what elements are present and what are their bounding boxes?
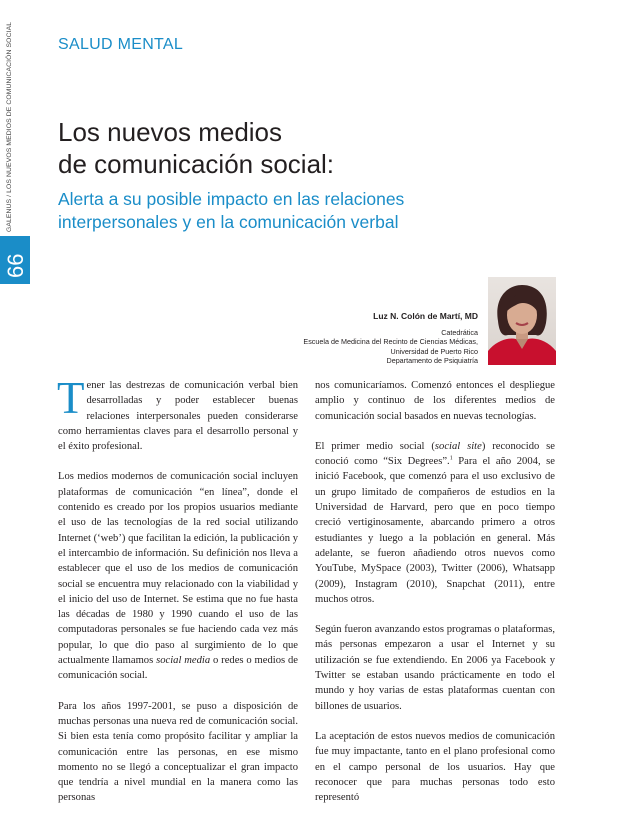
footnote-ref[interactable]: 1 <box>449 455 453 462</box>
title-line-1: Los nuevos medios <box>58 117 283 147</box>
page-number-tab <box>0 236 30 284</box>
article-title <box>58 116 334 180</box>
journal-running-head: GALENUS / LOS NUEVOS MEDIOS DE COMUNICACIÓN SOCIAL <box>6 21 13 232</box>
paragraph-text: o redes o medios de comunicación social. <box>58 655 298 682</box>
body-paragraph <box>58 469 298 683</box>
title-line-2: de comunicación social: <box>58 149 335 179</box>
affiliation-line: Escuela de Medicina del Recinto de Ciencias Médicas, <box>303 337 478 347</box>
subtitle-line-2: interpersonales y en la comunicación verbal <box>58 212 399 232</box>
section-label: SALUD MENTAL <box>58 36 184 53</box>
body-paragraph <box>57 373 298 454</box>
author-portrait-graphic <box>488 277 556 365</box>
body-paragraph <box>315 439 555 607</box>
affiliation-line: Universidad de Puerto Rico <box>390 346 478 356</box>
page-number: 66 <box>3 253 28 278</box>
paragraph-text: Para el año 2004, se inició Facebook, que comenzó para el uso exclusivo de un grupo limitado de compañeros de estudios en la Universidad de Harvard, pero que en poco tiempo creció vertiginosamente, abarcando primero a otros estudiantes y luego a la población en general. Más adelante, se fueron añadiendo otros nuevos como YouTube, MySpace (2003), Twitter (2006), Whatsapp (2009), Instagram (2010), Snapchat (2011), entre muchos otros. <box>315 456 555 605</box>
paragraph-text: Los medios modernos de comunicación social incluyen plataformas de comunicación “en línea”, donde el contenido es creado por los propios usuarios mediante el uso de las tecnologías de la red social utilizando Internet (‘web’) que facilitan la edición, la publicación y el intercambio de información. Su definición nos lleva a establecer que el uso de los medios de comunicación social se encuentra muy relacionado con la viabilidad y el inicio del uso de Internet. Se estima que no fue hasta las décadas de 1980 y 1990 cuando el uso de las computadoras personales se fue haciendo cada vez más popular, lo que dio paso al surgimiento de lo que actualmente llamamos <box>58 471 298 667</box>
author-block <box>238 311 478 366</box>
affiliation-line: Departamento de Psiquiatría <box>386 356 478 366</box>
italic-term: social site <box>434 440 482 452</box>
column-right <box>315 378 555 820</box>
body-paragraph: Para los años 1997-2001, se puso a disposición de muchas personas una nueva red de comunicación social. Si bien esta tenía como propósito facilitar y ampliar la comunicación entre las personas, en ese mismo momento no se llegó a conceptualizar el gran impacto que tendría a nivel mundial en la manera como las personas <box>58 700 298 804</box>
body-paragraph: nos comunicaríamos. Comenzó entonces el despliegue amplio y continuo de los diferentes medios de comunicación social basados en nuevas tecnologías. <box>315 380 555 422</box>
drop-cap: T <box>57 373 85 423</box>
affiliation-line: Catedrática <box>441 328 478 337</box>
author-photo <box>488 277 556 365</box>
body-paragraph: La aceptación de estos nuevos medios de comunicación fue muy impactante, tanto en el plano profesional como en el campo personal de los usuarios. Hay que reconocer que para muchas personas todo esto representó <box>315 730 555 804</box>
paragraph-text: El primer medio social ( <box>315 440 435 452</box>
column-left <box>57 373 298 821</box>
article-subtitle <box>58 188 404 234</box>
body-paragraph: Según fueron avanzando estos programas o plataformas, más personas empezaron a usar el Internet y su utilización se fue extendiendo. En 2006 ya Facebook y Twitter se estaban usando prácticamente en todo el mundo y hoy varias de estas plataformas cuentan con billones de usuarios. <box>315 624 555 712</box>
author-affiliation <box>238 328 478 366</box>
author-name: Luz N. Colón de Martí, MD <box>373 311 478 321</box>
paragraph-text: ) reconocido se conoció como “Six Degrees”. <box>315 440 555 468</box>
subtitle-line-1: Alerta a su posible impacto en las relaciones <box>58 189 405 209</box>
italic-term: social media <box>156 655 211 667</box>
paragraph-text: ener las destrezas de comunicación verbal bien desarrolladas y poder establecer buenas relaciones interpersonales pueden considerarse como herramientas claves para el desarrollo personal y el éxito profesional. <box>58 380 298 453</box>
